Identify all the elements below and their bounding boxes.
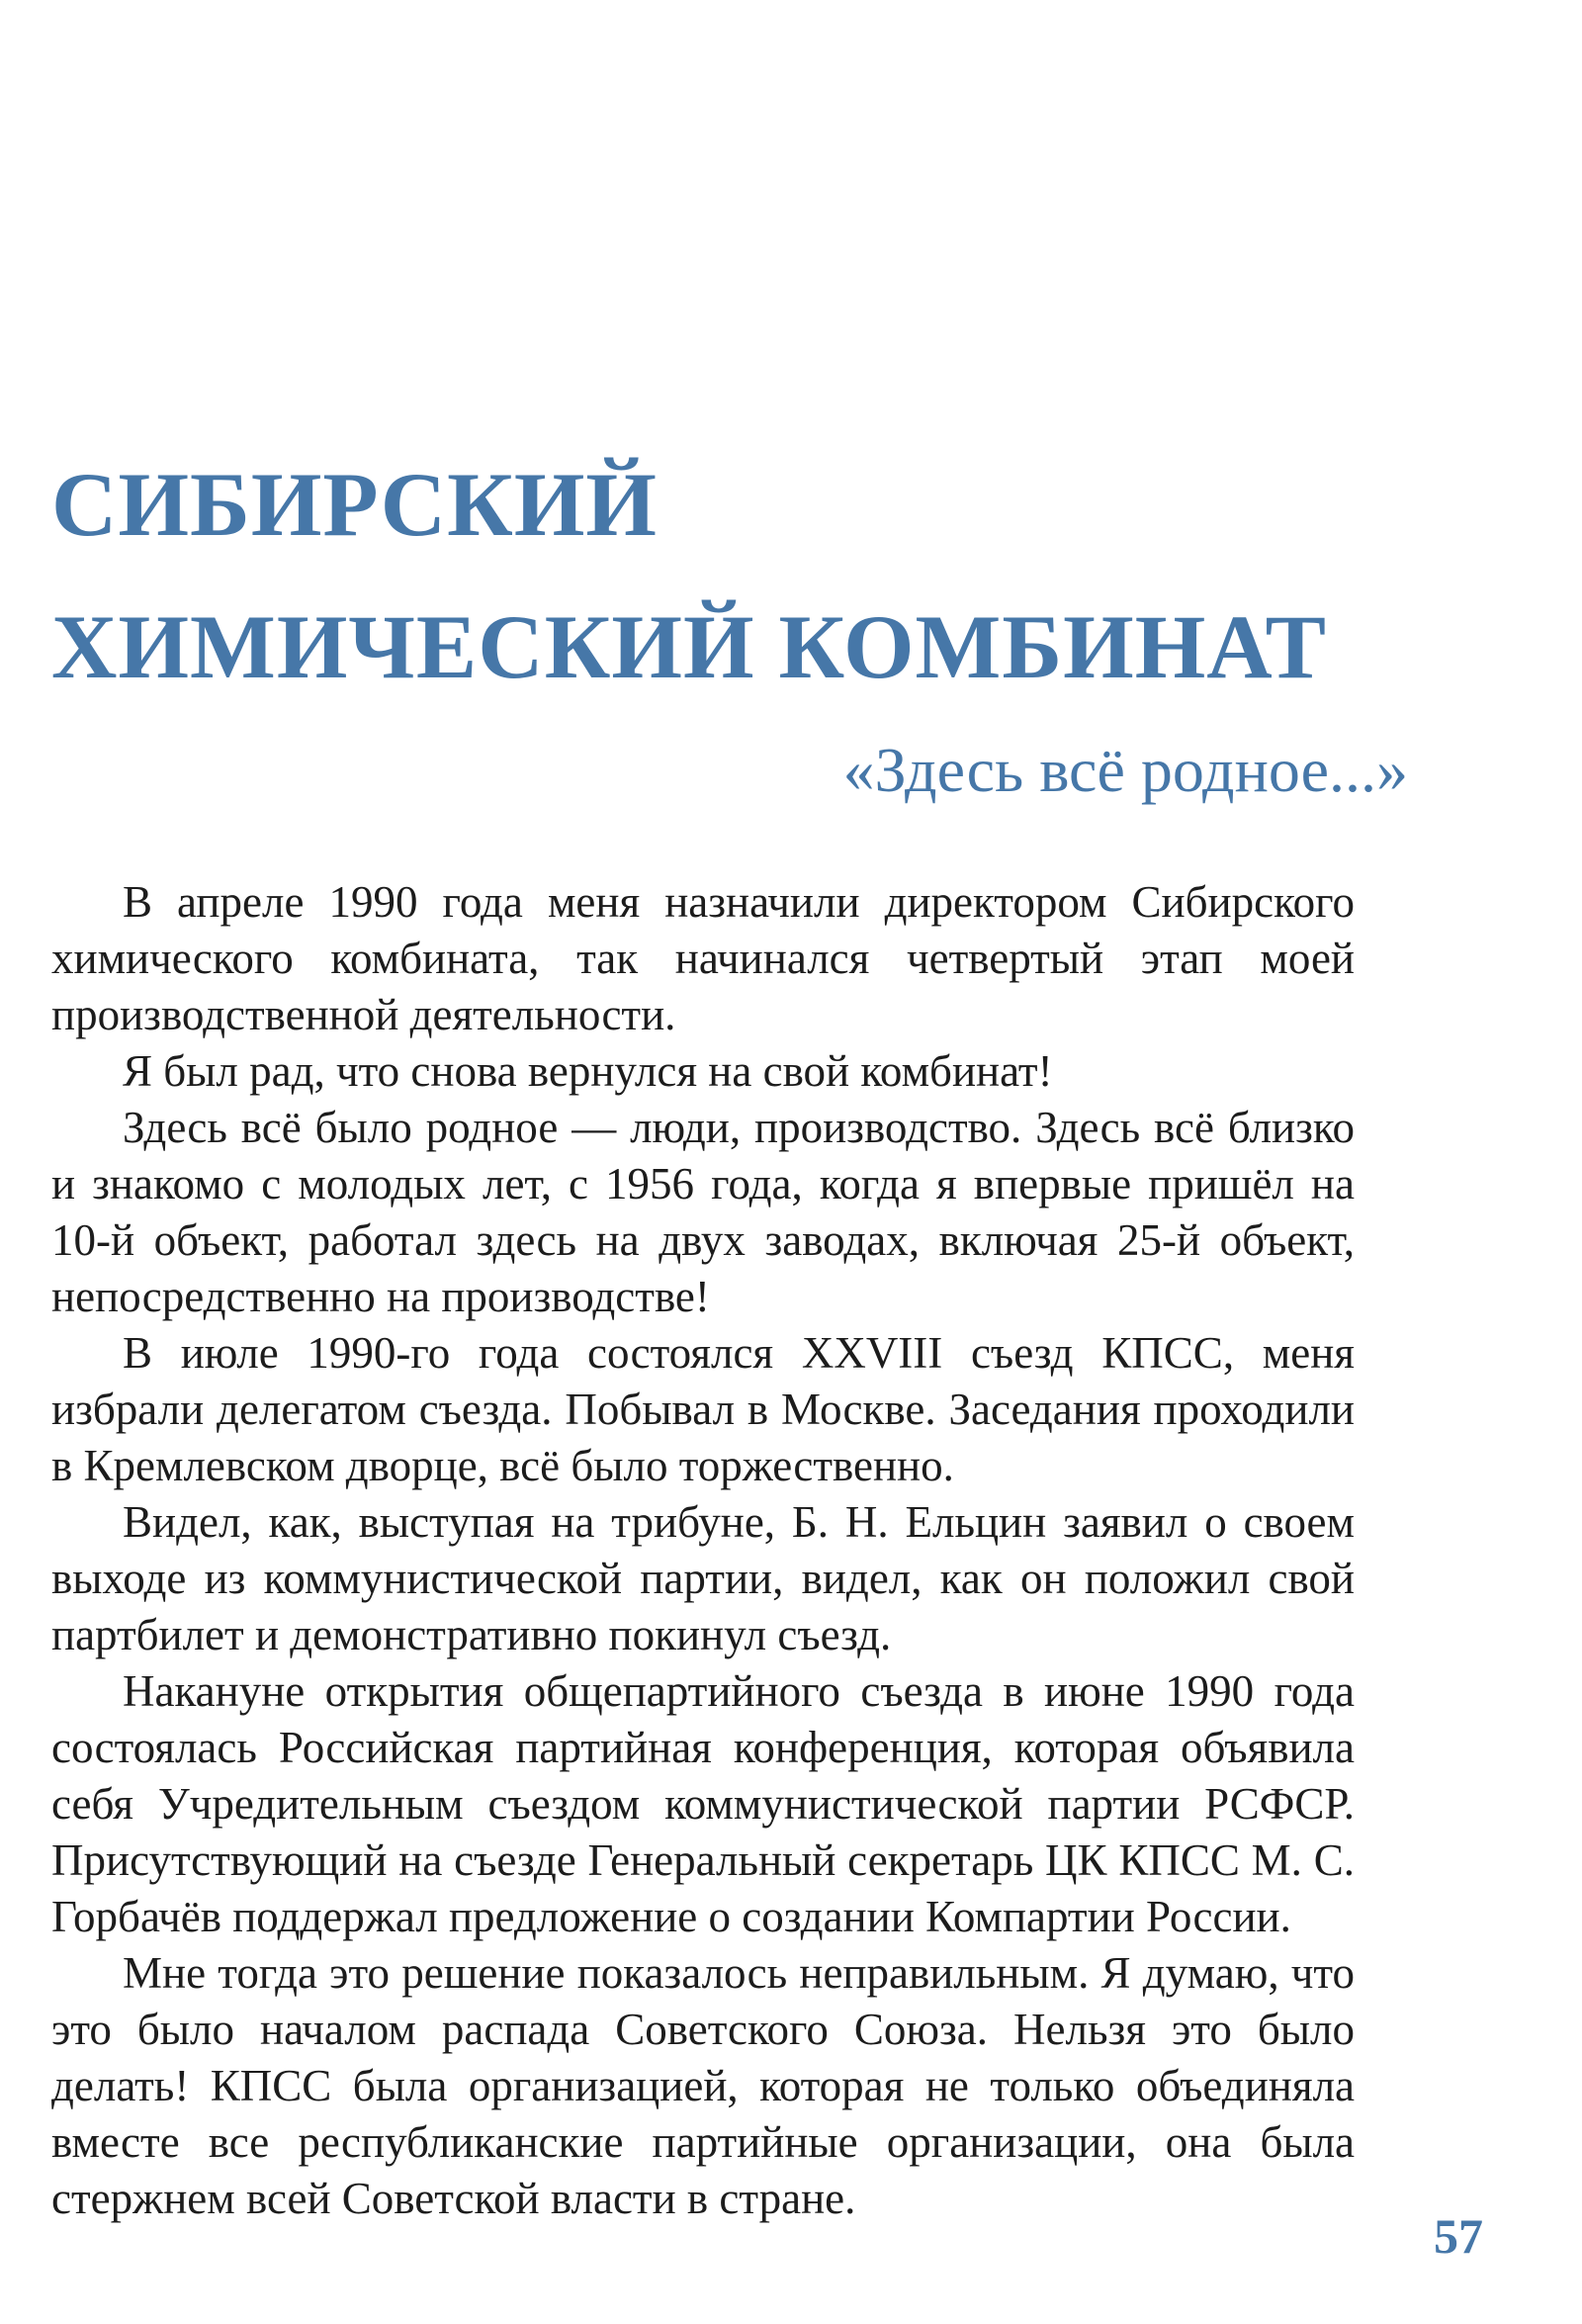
page-number: 57 <box>1434 2208 1483 2264</box>
chapter-title <box>51 433 1408 718</box>
paragraph-3: Здесь всё было родное — люди, производство. Здесь всё близко и знакомо с молодых лет, с 1956 года, когда я впервые пришёл на 10-й объект, работал здесь на двух заводах, включая 25-й объект, непосредственно на производстве! <box>51 1103 1355 1321</box>
chapter-subtitle: «Здесь всё родное...» <box>842 735 1408 805</box>
paragraph-4: В июле 1990-го года состоялся XXVIII съезд КПСС, меня избрали делегатом съезда. Побывал в Москве. Заседания проходили в Кремлевском дворце, всё было торжественно. <box>51 1328 1355 1490</box>
paragraph-2: Я был рад, что снова вернулся на свой комбинат! <box>123 1046 1053 1096</box>
chapter-body <box>51 874 1355 2227</box>
chapter-title-line1: СИБИРСКИЙ <box>51 454 658 555</box>
chapter-header <box>51 433 1408 807</box>
paragraph-1: В апреле 1990 года меня назначили директором Сибирского химического комбината, так начинался четвертый этап моей производственной деятельности. <box>51 877 1355 1039</box>
paragraph-5: Видел, как, выступая на трибуне, Б. Н. Ельцин заявил о своем выходе из коммунистической партии, видел, как он положил свой партбилет и демонстративно покинул съезд. <box>51 1497 1355 1659</box>
chapter-title-line2: ХИМИЧЕСКИЙ КОМБИНАТ <box>51 596 1328 697</box>
paragraph-7: Мне тогда это решение показалось неправильным. Я думаю, что это было началом распада Советского Союза. Нельзя это было делать! КПСС была организацией, которая не только объединяла вместе все республиканские партийные организации, она была стержнем всей Советской власти в стране. <box>51 1948 1355 2223</box>
paragraph-6: Накануне открытия общепартийного съезда в июне 1990 года состоялась Российская партийная конференция, которая объявила себя Учредительным съездом коммунистической партии РСФСР. Присутствующий на съезде Генеральный секретарь ЦК КПСС М. С. Горбачёв поддержал предложение о создании Компартии России. <box>51 1666 1355 1941</box>
